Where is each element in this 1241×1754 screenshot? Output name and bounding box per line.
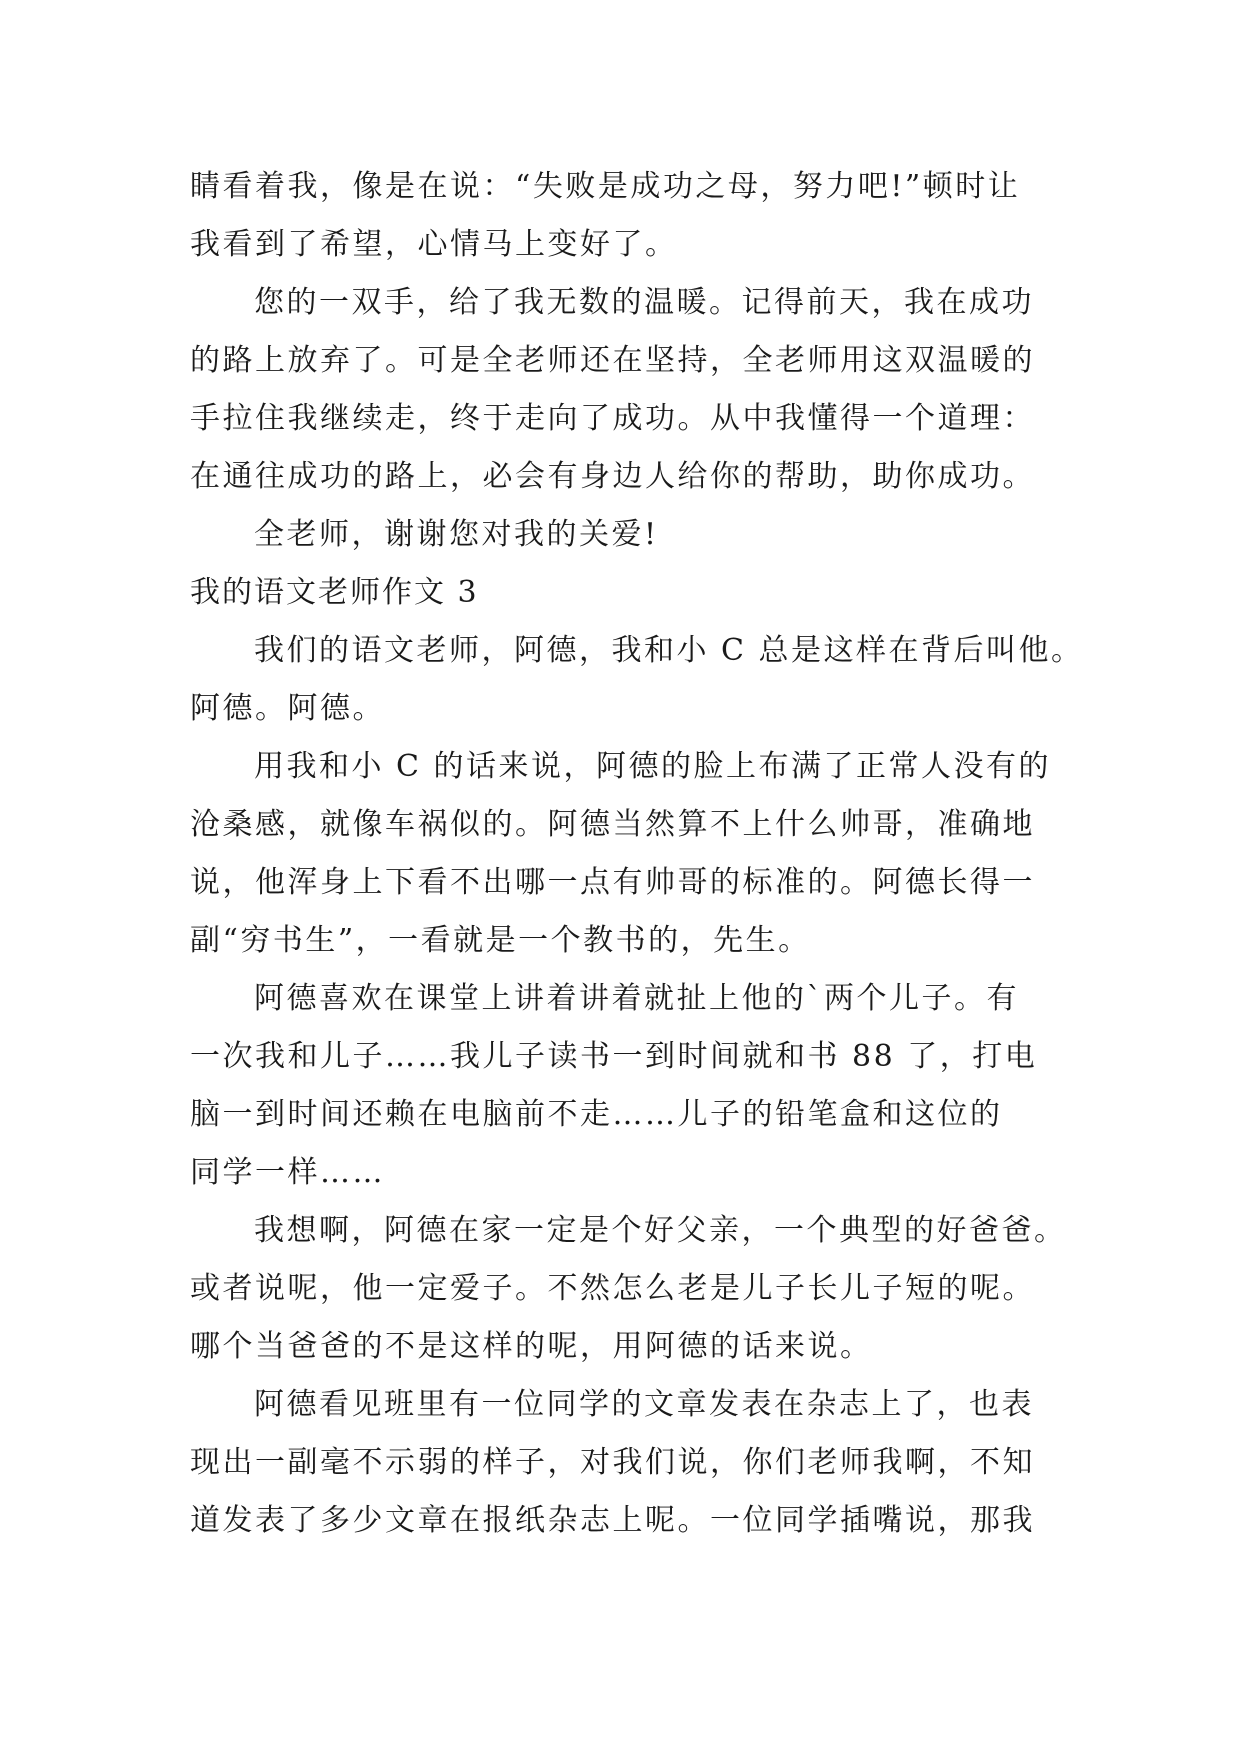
paragraph-start-line: 阿德喜欢在课堂上讲着讲着就扯上他的`两个儿子。有 <box>254 981 1019 1016</box>
document-body <box>190 158 1084 1550</box>
text-line: 哪个当爸爸的不是这样的呢，用阿德的话来说。 <box>190 1329 873 1364</box>
text-line: 一次我和儿子……我儿子读书一到时间就和书 88 了，打电 <box>190 1039 1038 1074</box>
paragraph-start-line: 我想啊，阿德在家一定是个好父亲，一个典型的好爸爸。 <box>254 1213 1067 1248</box>
text-line: 说，他浑身上下看不出哪一点有帅哥的标准的。阿德长得一 <box>190 865 1035 900</box>
paragraph-start-line: 我们的语文老师，阿德，我和小 C 总是这样在背后叫他。 <box>254 633 1084 668</box>
paragraph-start-line: 您的一双手，给了我无数的温暖。记得前天，我在成功 <box>254 285 1034 320</box>
paragraph-start-line: 用我和小 C 的话来说，阿德的脸上布满了正常人没有的 <box>254 749 1052 784</box>
text-line: 脑一到时间还赖在电脑前不走……儿子的铅笔盒和这位的 <box>190 1097 1003 1132</box>
text-line: 手拉住我继续走，终于走向了成功。从中我懂得一个道理： <box>190 401 1035 436</box>
text-line: 我看到了希望，心情马上变好了。 <box>190 227 678 262</box>
text-line: 在通往成功的路上，必会有身边人给你的帮助，助你成功。 <box>190 459 1035 494</box>
text-line: 现出一副毫不示弱的样子，对我们说，你们老师我啊，不知 <box>190 1445 1035 1480</box>
text-line: 副“穷书生”，一看就是一个教书的，先生。 <box>190 923 811 958</box>
paragraph-start-line: 阿德看见班里有一位同学的文章发表在杂志上了，也表 <box>254 1387 1034 1422</box>
text-line: 阿德。阿德。 <box>190 691 385 726</box>
text-line: 睛看着我，像是在说：“失败是成功之母，努力吧!”顿时让 <box>190 169 1021 204</box>
text-line: 同学一样…… <box>190 1155 385 1190</box>
text-line: 的路上放弃了。可是全老师还在坚持，全老师用这双温暖的 <box>190 343 1035 378</box>
paragraph-start-line: 全老师，谢谢您对我的关爱! <box>254 517 659 552</box>
text-line: 或者说呢，他一定爱子。不然怎么老是儿子长儿子短的呢。 <box>190 1271 1035 1306</box>
section-heading: 我的语文老师作文 3 <box>190 575 479 610</box>
text-line: 沧桑感，就像车祸似的。阿德当然算不上什么帅哥，准确地 <box>190 807 1035 842</box>
text-line: 道发表了多少文章在报纸杂志上呢。一位同学插嘴说，那我 <box>190 1503 1035 1538</box>
